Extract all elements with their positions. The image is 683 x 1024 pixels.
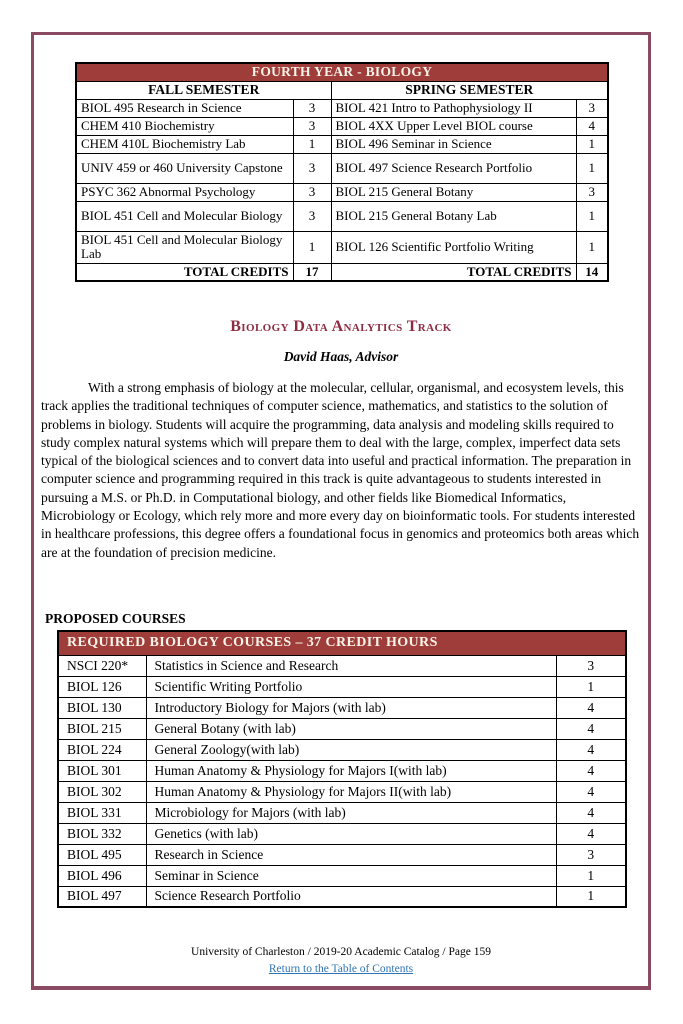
spring-credits: 1	[576, 201, 608, 231]
return-to-toc-link[interactable]: Return to the Table of Contents	[268, 963, 414, 975]
table-row	[58, 676, 626, 697]
course-title: Science Research Portfolio	[146, 886, 556, 907]
spring-course: BIOL 215 General Botany	[331, 183, 576, 201]
fall-course: BIOL 451 Cell and Molecular Biology Lab	[76, 231, 293, 263]
required-courses-table	[57, 630, 627, 908]
spring-credits: 1	[576, 153, 608, 183]
course-credits: 1	[556, 886, 626, 907]
table-row	[58, 865, 626, 886]
fourth-year-table-title: FOURTH YEAR - BIOLOGY	[76, 63, 608, 81]
fall-credits: 3	[293, 201, 331, 231]
fall-course: PSYC 362 Abnormal Psychology	[76, 183, 293, 201]
table-row	[58, 781, 626, 802]
fall-total-credits: 17	[293, 263, 331, 281]
table-row	[58, 697, 626, 718]
spring-credits: 3	[576, 183, 608, 201]
advisor-line: David Haas, Advisor	[283, 349, 399, 364]
fall-semester-header: FALL SEMESTER	[76, 81, 331, 99]
course-title: Scientific Writing Portfolio	[146, 676, 556, 697]
course-code: BIOL 224	[58, 739, 146, 760]
table-row	[76, 231, 608, 263]
course-credits: 1	[556, 865, 626, 886]
course-code: BIOL 302	[58, 781, 146, 802]
spring-course: BIOL 496 Seminar in Science	[331, 135, 576, 153]
fall-course: CHEM 410L Biochemistry Lab	[76, 135, 293, 153]
spring-credits: 4	[576, 117, 608, 135]
course-title: Seminar in Science	[146, 865, 556, 886]
course-credits: 1	[556, 676, 626, 697]
fall-course: UNIV 459 or 460 University Capstone	[76, 153, 293, 183]
course-credits: 4	[556, 718, 626, 739]
spring-total-credits: 14	[576, 263, 608, 281]
fall-course: BIOL 451 Cell and Molecular Biology	[76, 201, 293, 231]
course-credits: 4	[556, 781, 626, 802]
course-code: BIOL 130	[58, 697, 146, 718]
fall-credits: 3	[293, 153, 331, 183]
track-title: Biology Data Analytics Track	[230, 318, 452, 335]
course-title: General Botany (with lab)	[146, 718, 556, 739]
table-row	[76, 135, 608, 153]
course-title: Human Anatomy & Physiology for Majors II(with lab)	[146, 781, 556, 802]
course-code: BIOL 496	[58, 865, 146, 886]
course-credits: 3	[556, 655, 626, 676]
course-code: BIOL 497	[58, 886, 146, 907]
table-row	[76, 99, 608, 117]
course-title: Statistics in Science and Research	[146, 655, 556, 676]
table-title-row	[58, 631, 626, 655]
catalog-footer-line: University of Charleston / 2019-20 Academic Catalog / Page 159	[191, 946, 491, 958]
course-credits: 3	[556, 844, 626, 865]
spring-credits: 3	[576, 99, 608, 117]
table-row	[58, 823, 626, 844]
spring-course: BIOL 126 Scientific Portfolio Writing	[331, 231, 576, 263]
fall-credits: 3	[293, 117, 331, 135]
fall-credits: 1	[293, 135, 331, 153]
course-credits: 4	[556, 697, 626, 718]
fourth-year-table	[75, 62, 609, 282]
spring-totals-label: TOTAL CREDITS	[331, 263, 576, 281]
fall-credits: 1	[293, 231, 331, 263]
course-code: BIOL 301	[58, 760, 146, 781]
table-title-row	[76, 63, 608, 81]
spring-course: BIOL 215 General Botany Lab	[331, 201, 576, 231]
table-row	[76, 183, 608, 201]
table-row	[58, 760, 626, 781]
course-title: Introductory Biology for Majors (with lab)	[146, 697, 556, 718]
course-title: Microbiology for Majors (with lab)	[146, 802, 556, 823]
footer-link-wrap	[34, 963, 648, 975]
spring-credits: 1	[576, 135, 608, 153]
course-code: BIOL 495	[58, 844, 146, 865]
fall-course: CHEM 410 Biochemistry	[76, 117, 293, 135]
course-credits: 4	[556, 802, 626, 823]
table-row	[58, 802, 626, 823]
table-row	[76, 117, 608, 135]
table-row	[58, 718, 626, 739]
course-code: BIOL 332	[58, 823, 146, 844]
spring-course: BIOL 421 Intro to Pathophysiology II	[331, 99, 576, 117]
course-title: Research in Science	[146, 844, 556, 865]
course-title: General Zoology(with lab)	[146, 739, 556, 760]
table-row	[76, 201, 608, 231]
fall-totals-label: TOTAL CREDITS	[76, 263, 293, 281]
table-row	[76, 153, 608, 183]
course-credits: 4	[556, 739, 626, 760]
course-code: NSCI 220*	[58, 655, 146, 676]
table-row	[58, 739, 626, 760]
proposed-courses-heading: PROPOSED COURSES	[45, 611, 186, 626]
fall-credits: 3	[293, 183, 331, 201]
course-title: Genetics (with lab)	[146, 823, 556, 844]
table-row	[58, 655, 626, 676]
spring-course: BIOL 497 Science Research Portfolio	[331, 153, 576, 183]
spring-semester-header: SPRING SEMESTER	[331, 81, 608, 99]
course-code: BIOL 215	[58, 718, 146, 739]
table-row	[58, 844, 626, 865]
spring-credits: 1	[576, 231, 608, 263]
course-credits: 4	[556, 823, 626, 844]
course-code: BIOL 331	[58, 802, 146, 823]
semester-header-row	[76, 81, 608, 99]
fall-credits: 3	[293, 99, 331, 117]
totals-row	[76, 263, 608, 281]
table-row	[58, 886, 626, 907]
required-courses-table-title: REQUIRED BIOLOGY COURSES – 37 CREDIT HOURS	[58, 631, 626, 655]
course-code: BIOL 126	[58, 676, 146, 697]
fall-course: BIOL 495 Research in Science	[76, 99, 293, 117]
spring-course: BIOL 4XX Upper Level BIOL course	[331, 117, 576, 135]
track-description: With a strong emphasis of biology at the molecular, cellular, organismal, and ecosystem levels, this track applies the traditional techniques of computer science, mathematics, and statistics to the solution of problems in biology. Students will acquire the programming, data analysis and modeling skills required to study complex natural systems which will prepare them to deal with the large, complex, imperfect data sets typical of the biological sciences and to convert data into useful and practical information. The preparation in computer science and programming required in this track is quite advantageous to students interested in pursuing a M.S. or Ph.D. in Computational biology, and other fields like Biomedical Informatics, Microbiology or Ecology, which rely more and more every day on bioinformatic tools. For students interested in healthcare professions, this degree offers a foundational focus in genomics and proteomics both areas which are at the foundation of precision medicine.	[41, 380, 640, 560]
course-title: Human Anatomy & Physiology for Majors I(with lab)	[146, 760, 556, 781]
course-credits: 4	[556, 760, 626, 781]
